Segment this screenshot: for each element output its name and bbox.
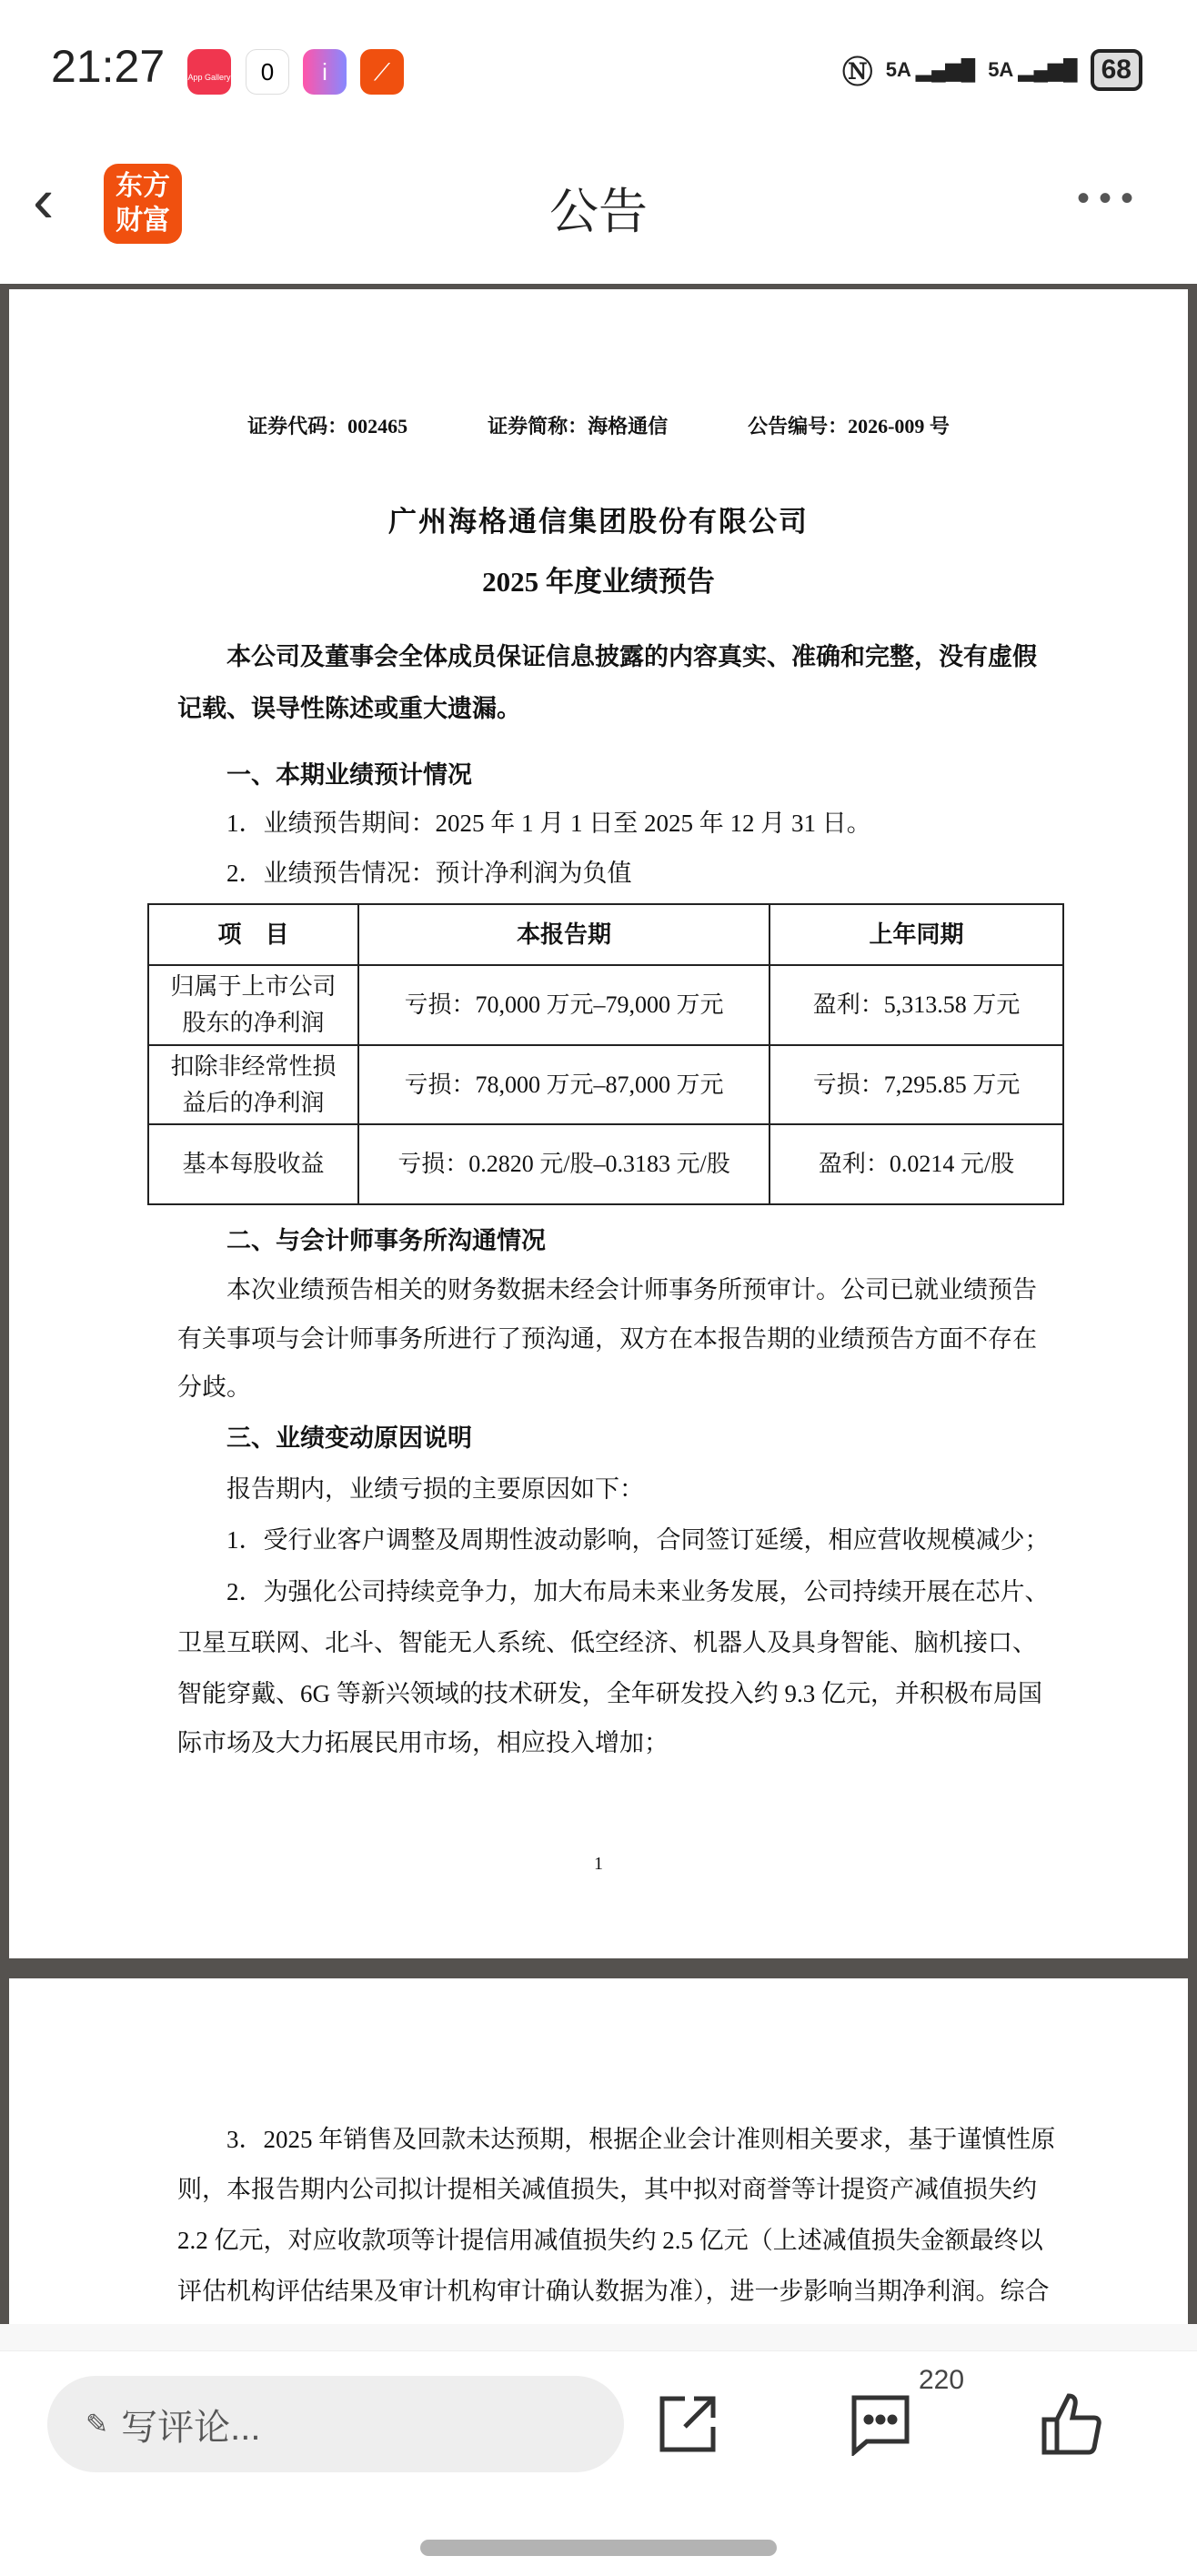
like-button[interactable] [1035, 2388, 1108, 2460]
section-heading: 三、业绩变动原因说明 [226, 1424, 472, 1452]
paragraph-line: 1．受行业客户调整及周期性波动影响，合同签订延缓，相应营收规模减少； [226, 1526, 1050, 1554]
nfc-icon: Ⓝ [841, 55, 873, 90]
page-number: 1 [594, 1854, 603, 1874]
table-row [148, 965, 1063, 1045]
paragraph-line: 际市场及大力拓展民用市场，相应投入增加； [177, 1729, 669, 1756]
share-icon [658, 2394, 718, 2454]
signal-2-icon: 5A ▂▄▆█ [988, 57, 1078, 81]
paragraph-line: 本次业绩预告相关的财务数据未经会计师事务所预审计。公司已就业绩预告 [226, 1276, 1037, 1303]
share-button[interactable] [651, 2388, 724, 2460]
notice-line: 记载、误导性陈述或重大遗漏。 [177, 695, 521, 722]
paragraph-line: 1．业绩预告期间：2025 年 1 月 1 日至 2025 年 12 月 31 日。 [226, 810, 871, 837]
table-header-row [148, 904, 1063, 965]
announcement-meta: 证券代码：002465 证券简称：海格通信 公告编号：2026-009 号 [247, 415, 950, 438]
back-button[interactable]: ‹ [33, 165, 55, 236]
paragraph-line: 2.2 亿元，对应收款项等计提信用减值损失约 2.5 亿元（上述减值损失金额最终以 [177, 2227, 1043, 2254]
company-name: 广州海格通信集团股份有限公司 [388, 506, 809, 538]
table-cell-item [148, 1045, 358, 1124]
clock: 21:27 [51, 41, 166, 92]
table-cell-current: 亏损：78,000 万元–87,000 万元 [358, 1045, 770, 1124]
home-indicator[interactable] [420, 2540, 777, 2556]
forecast-table [147, 903, 1064, 1205]
app-gallery-icon [187, 49, 231, 95]
paragraph-line: 报告期内，业绩亏损的主要原因如下： [226, 1475, 644, 1503]
info-app-icon: i [303, 49, 347, 95]
item-line: 股东的净利润 [182, 1010, 325, 1036]
table-cell-item [148, 965, 358, 1045]
paragraph-line: 分歧。 [177, 1374, 251, 1401]
logo-text-1: 东方 [116, 171, 170, 201]
column-header: 本报告期 [358, 904, 770, 965]
column-header: 上年同期 [770, 904, 1063, 965]
table-row [148, 1045, 1063, 1124]
item-line: 归属于上市公司 [170, 973, 337, 1000]
app-gallery-label: App Gallery [187, 72, 231, 82]
comment-icon [849, 2392, 912, 2456]
section-heading: 二、与会计师事务所沟通情况 [226, 1227, 546, 1254]
battery-icon [1091, 49, 1142, 91]
table-cell-current: 亏损：70,000 万元–79,000 万元 [358, 965, 770, 1045]
comment-input[interactable] [47, 2376, 624, 2472]
paragraph-line: 3．2025 年销售及回款未达预期，根据企业会计准则相关要求，基于谨慎性原 [226, 2126, 1056, 2153]
item-line: 扣除非经常性损 [170, 1052, 337, 1080]
thumbs-up-icon [1040, 2392, 1103, 2456]
paragraph-line: 2．业绩预告情况：预计净利润为负值 [226, 860, 632, 887]
paragraph-line: 则，本报告期内公司拟计提相关减值损失，其中拟对商誉等计提资产减值损失约 [177, 2176, 1037, 2203]
notice-line: 本公司及董事会全体成员保证信息披露的内容真实、准确和完整，没有虚假 [226, 643, 1037, 670]
document-title: 2025 年度业绩预告 [482, 566, 715, 598]
status-bar [0, 0, 1197, 136]
table-cell-prior: 亏损：7,295.85 万元 [770, 1045, 1063, 1124]
column-header: 项 目 [148, 904, 358, 965]
item-line: 益后的净利润 [182, 1089, 325, 1116]
signal-1-icon: 5A ▂▄▆█ [885, 57, 976, 81]
more-menu-button[interactable]: ••• [1076, 178, 1142, 218]
table-cell-current: 亏损：0.2820 元/股–0.3183 元/股 [358, 1124, 770, 1204]
comments-button[interactable] [844, 2388, 917, 2460]
divider [0, 2324, 1197, 2351]
table-row [148, 1124, 1063, 1204]
page-title: 公告 [549, 185, 648, 239]
pencil-icon: ✎ [86, 2409, 109, 2440]
logo-text-2: 财富 [116, 206, 170, 236]
paragraph-line: 有关事项与会计师事务所进行了预沟通，双方在本报告期的业绩预告方面不存在 [177, 1325, 1037, 1353]
network-type-1: 5A [885, 57, 911, 81]
comment-count: 220 [919, 2365, 965, 2395]
section-heading: 一、本期业绩预计情况 [226, 761, 472, 789]
system-icons [842, 47, 1142, 92]
table-cell-prior: 盈利：0.0214 元/股 [770, 1124, 1063, 1204]
paragraph-line: 卫星互联网、北斗、智能无人系统、低空经济、机器人及具身智能、脑机接口、 [177, 1629, 1037, 1656]
eastmoney-notification-icon: ⟋ [360, 49, 404, 95]
paragraph-line: 2．为强化公司持续竞争力，加大布局未来业务发展，公司持续开展在芯片、 [226, 1578, 1050, 1605]
comment-placeholder: 写评论... [121, 2407, 261, 2448]
table-cell-item: 基本每股收益 [148, 1124, 358, 1204]
paragraph-line: 智能穿戴、6G 等新兴领域的技术研发，全年研发投入约 9.3 亿元，并积极布局国 [177, 1680, 1042, 1707]
network-type-2: 5A [988, 57, 1013, 81]
paragraph-line: 评估机构评估结果及审计机构审计确认数据为准），进一步影响当期净利润。综合 [177, 2278, 1050, 2305]
table-cell-prior: 盈利：5,313.58 万元 [770, 965, 1063, 1045]
notification-app-icon: 0 [246, 49, 289, 95]
battery-level: 68 [1101, 54, 1132, 85]
